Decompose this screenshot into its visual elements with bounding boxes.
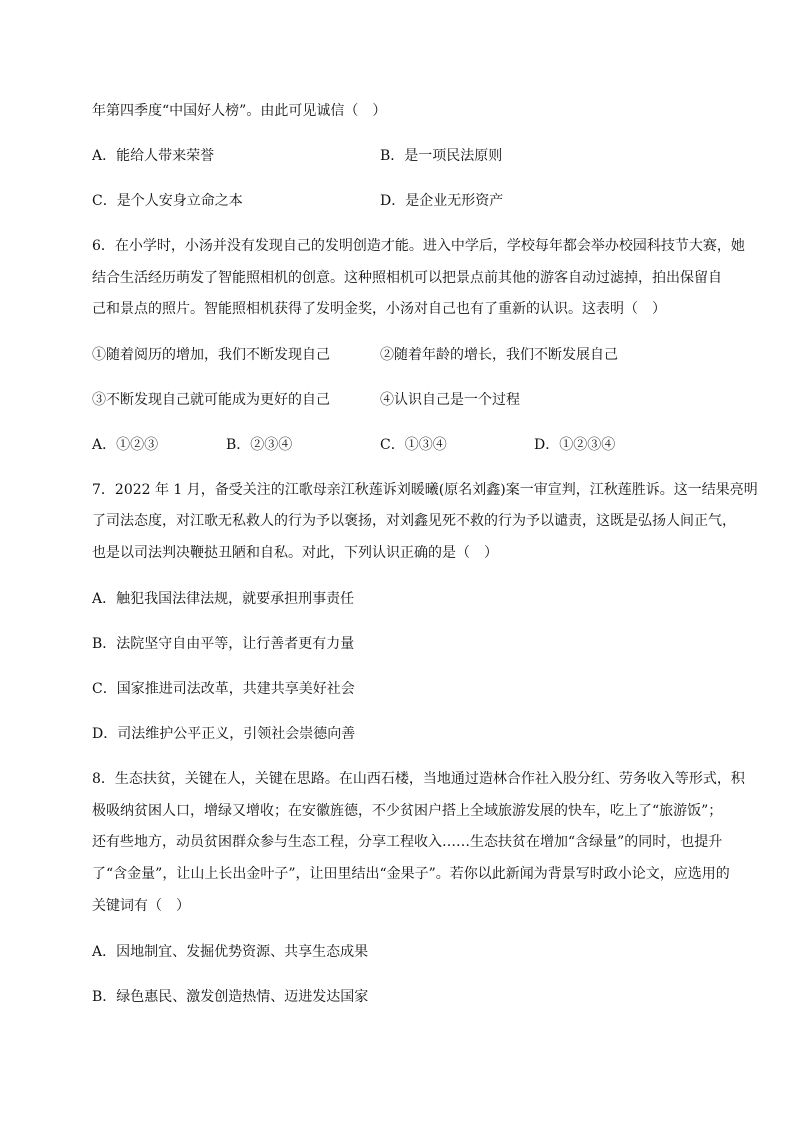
q6-option-c: C．①③④ <box>380 437 447 453</box>
q6-statement-4: ④认识自己是一个过程 <box>380 392 520 408</box>
q8-option-b: B．绿色惠民、激发创造热情、迈进发达国家 <box>92 989 369 1005</box>
q6-option-b: B．②③④ <box>226 437 293 453</box>
q7-option-c: C．国家推进司法改革，共建共享美好社会 <box>92 681 355 697</box>
q7-stem-line-2: 了司法态度，对江歌无私救人的行为予以褒扬，对刘鑫见死不救的行为予以谴责，这既是弘扬人间正气， <box>92 513 736 529</box>
q5-option-a: A．能给人带来荣誉 <box>92 148 215 164</box>
q6-option-d: D．①②③④ <box>534 437 616 453</box>
q7-stem-line-3: 也是以司法判决鞭挞丑陋和自私。对此，下列认识正确的是（ ） <box>92 545 498 561</box>
q6-statement-1: ①随着阅历的增加，我们不断发现自己 <box>92 347 330 363</box>
q8-stem-line-3: 还有些地方，动员贫困群众参与生态工程，分享工程收入……生态扶贫在增加“含绿量”的同时，也提升 <box>92 834 723 850</box>
q8-stem-line-1: 8．生态扶贫，关键在人，关键在思路。在山西石楼，当地通过造林合作社入股分红、劳务收入等形式，积 <box>92 771 745 787</box>
q8-stem-line-4: 了“含金量”，让山上长出金叶子”，让田里结出“金果子”。若你以此新闻为背景写时政小论文，应选用的 <box>92 866 730 882</box>
q8-stem-line-5: 关键词有（ ） <box>92 898 190 914</box>
q7-option-a: A．触犯我国法律法规，就要承担刑事责任 <box>92 591 355 607</box>
q5-option-c: C．是个人安身立命之本 <box>92 193 243 209</box>
q6-option-a: A．①②③ <box>92 437 159 453</box>
q6-statement-3: ③不断发现自己就可能成为更好的自己 <box>92 392 330 408</box>
q5-option-d: D．是企业无形资产 <box>380 193 504 209</box>
q6-stem-line-1: 6．在小学时，小汤并没有发现自己的发明创造才能。进入中学后，学校每年都会举办校园科技节大赛，她 <box>92 238 745 254</box>
q5-stem-tail: 年第四季度“中国好人榜”。由此可见诚信（ ） <box>92 103 387 119</box>
q7-option-d: D．司法维护公平正义，引领社会崇德向善 <box>92 726 356 742</box>
q6-statement-2: ②随着年龄的增长，我们不断发展自己 <box>380 347 618 363</box>
q8-option-a: A．因地制宜、发掘优势资源、共享生态成果 <box>92 944 369 960</box>
q6-stem-line-2: 结合生活经历萌发了智能照相机的创意。这种照相机可以把景点前其他的游客自动过滤掉，拍出保留自 <box>92 270 722 286</box>
q5-option-b: B．是一项民法原则 <box>380 148 503 164</box>
q8-stem-line-2: 极吸纳贫困人口，增绿又增收；在安徽旌德，不少贫困户搭上全域旅游发展的快车，吃上了“旅游饭”； <box>92 803 723 819</box>
q7-option-b: B．法院坚守自由平等，让行善者更有力量 <box>92 636 355 652</box>
q6-stem-line-3: 己和景点的照片。智能照相机获得了发明金奖，小汤对自己也有了重新的认识。这表明（ ） <box>92 301 666 317</box>
q7-stem-line-1: 7．2022 年 1 月，备受关注的江歌母亲江秋莲诉刘暖曦(原名刘鑫)案一审宣判，江秋莲胜诉。这一结果亮明 <box>92 482 758 498</box>
